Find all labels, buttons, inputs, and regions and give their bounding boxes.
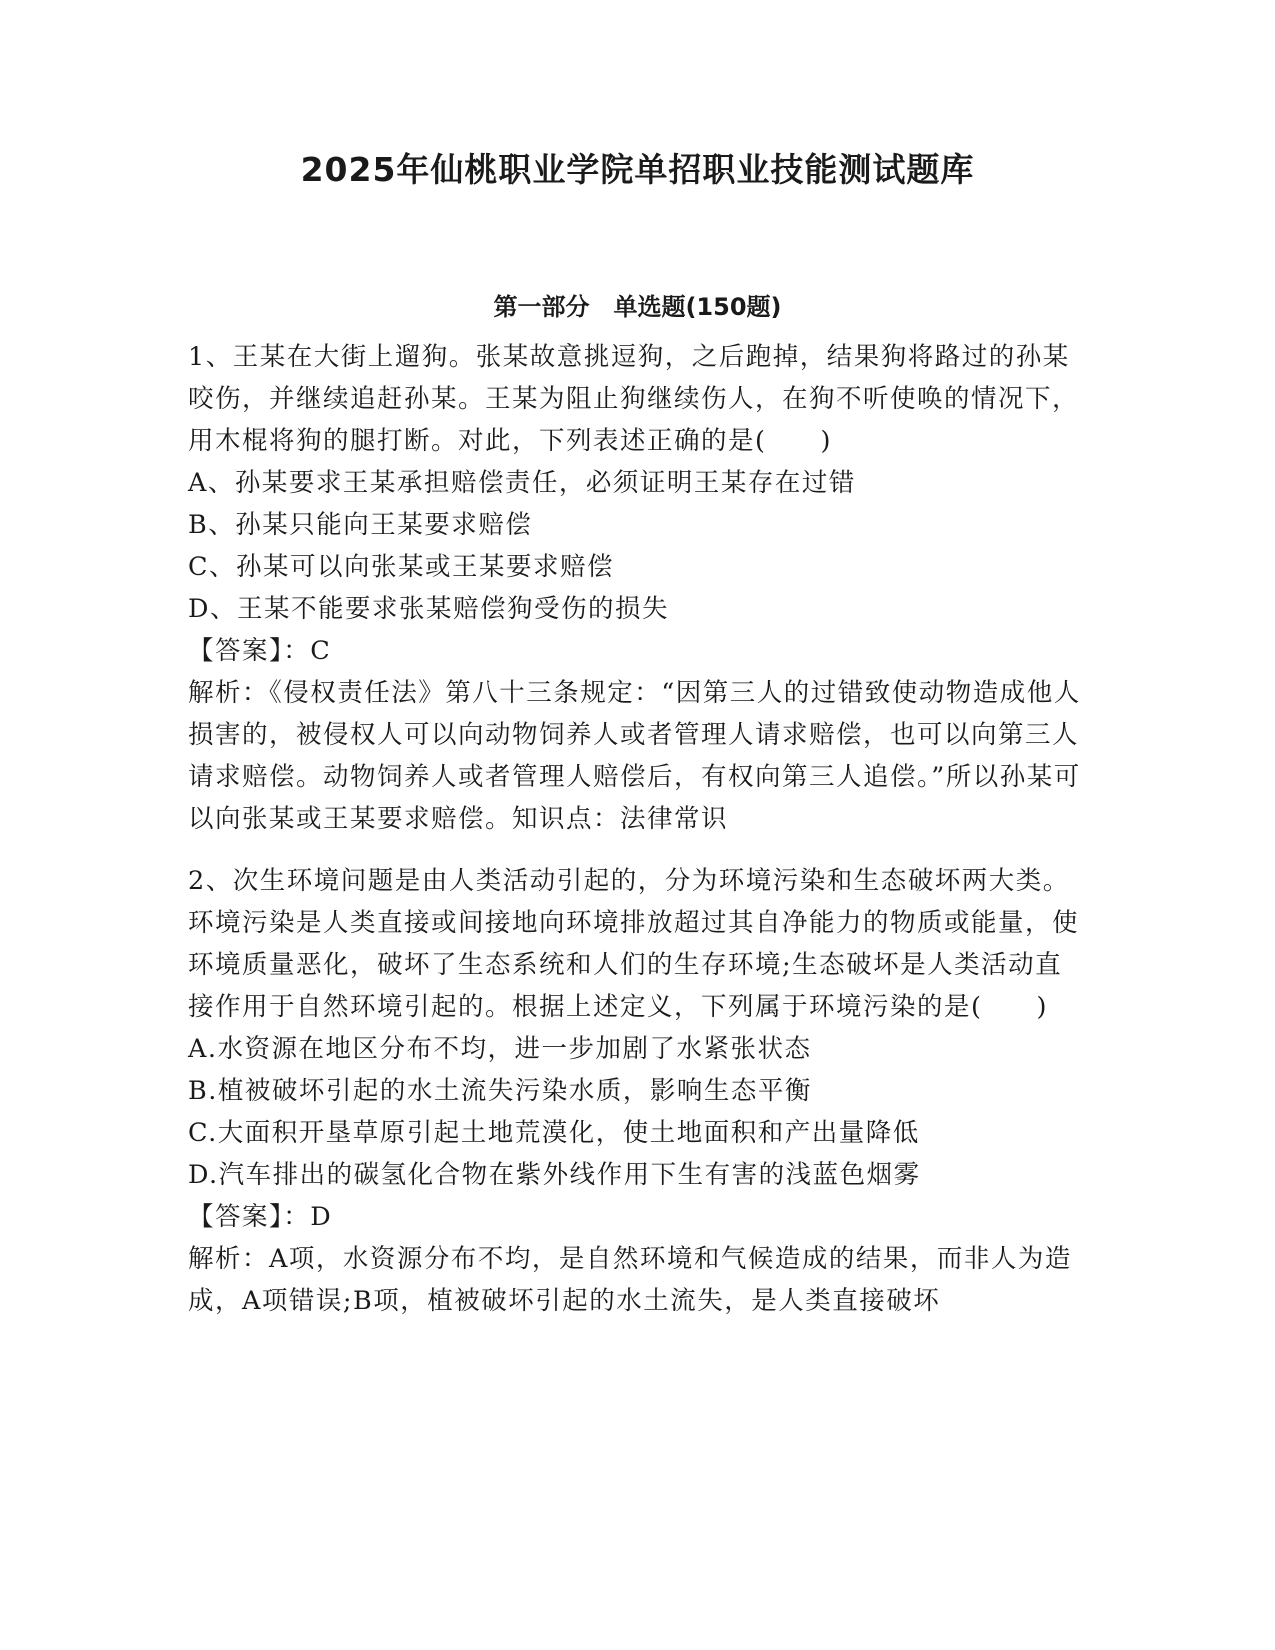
answer-line: 【答案】：D <box>188 1202 333 1232</box>
option-b: B.植被破坏引起的水土流失污染水质，影响生态平衡 <box>188 1076 812 1106</box>
option-c: C.大面积开垦草原引起土地荒漠化，使土地面积和产出量降低 <box>188 1118 920 1148</box>
question-stem: 2、次生环境问题是由人类活动引起的，分为环境污染和生态破坏两大类。环境污染是人类直接或间接地向环境排放超过其自净能力的物质或能量，使环境质量恶化，破坏了生态系统和人们的生存环境;生态破坏是人类活动直接作用于自然环境引起的。根据上述定义，下列属于环境污染的是( ) <box>188 866 1080 1022</box>
analysis-text: 解析：A项，水资源分布不均，是自然环境和气候造成的结果，而非人为造成，A项错误;B项，植被破坏引起的水土流失，是人类直接破坏 <box>188 1244 1072 1316</box>
option-d: D.汽车排出的碳氢化合物在紫外线作用下生有害的浅蓝色烟雾 <box>188 1160 921 1190</box>
option-d: D、王某不能要求张某赔偿狗受伤的损失 <box>188 594 669 624</box>
question-1 <box>188 336 1088 840</box>
option-a: A、孙某要求王某承担赔偿责任，必须证明王某存在过错 <box>188 468 856 498</box>
document-body <box>188 336 1088 1322</box>
analysis-text: 解析：《侵权责任法》第八十三条规定：“因第三人的过错致使动物造成他人损害的，被侵权人可以向动物饲养人或者管理人请求赔偿，也可以向第三人请求赔偿。动物饲养人或者管理人赔偿后，有权向第三人追偿。”所以孙某可以向张某或王某要求赔偿。知识点：法律常识 <box>188 678 1081 834</box>
question-stem: 1、王某在大街上遛狗。张某故意挑逗狗，之后跑掉，结果狗将路过的孙某咬伤，并继续追赶孙某。王某为阻止狗继续伤人，在狗不听使唤的情况下，用木棍将狗的腿打断。对此，下列表述正确的是( ) <box>188 342 1080 456</box>
option-b: B、孙某只能向王某要求赔偿 <box>188 510 533 540</box>
question-2 <box>188 860 1088 1322</box>
answer-line: 【答案】：C <box>188 636 332 666</box>
document-title: 2025年仙桃职业学院单招职业技能测试题库 <box>300 150 975 189</box>
option-a: A.水资源在地区分布不均，进一步加剧了水紧张状态 <box>188 1034 812 1064</box>
option-c: C、孙某可以向张某或王某要求赔偿 <box>188 552 615 582</box>
section-title: 第一部分 单选题(150题) <box>493 293 782 321</box>
